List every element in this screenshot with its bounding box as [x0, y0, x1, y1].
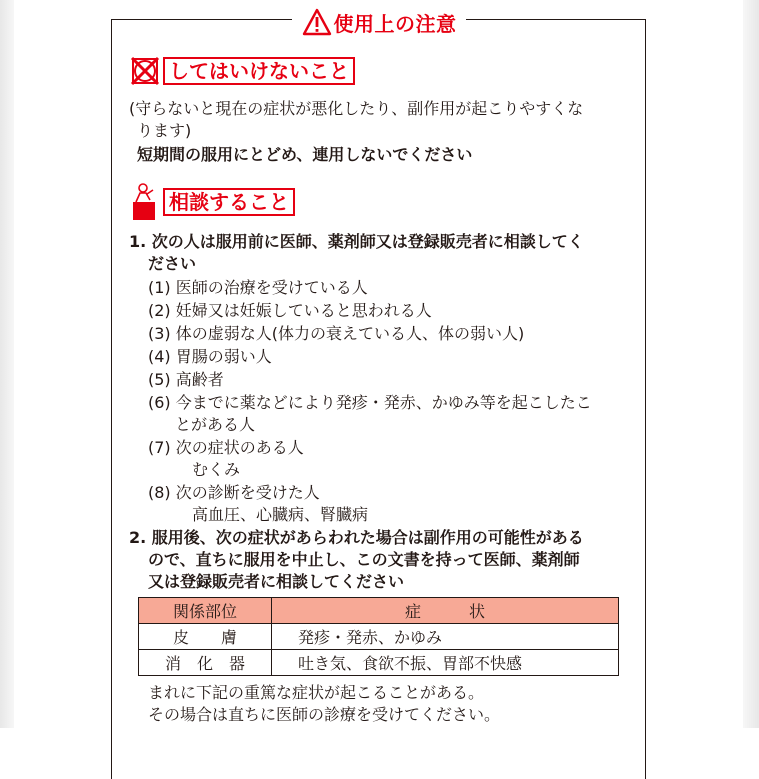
table-cell-symptom: 発疹・発赤、かゆみ	[272, 624, 619, 650]
dont-note-line2: ります)	[137, 121, 192, 140]
frame-top-right	[466, 19, 645, 20]
rare-note-line2: その場合は直ちに医師の診療を受けてください。	[148, 705, 501, 724]
consult-item1-line1: 1. 次の人は服用前に医師、薬剤師又は登録販売者に相談してく	[129, 232, 584, 251]
table-header-symptom: 症 状	[272, 598, 619, 624]
frame-top-left	[111, 19, 292, 20]
table-cell-part: 皮 膚	[139, 624, 272, 650]
consult-item2-line2: ので、直ちに服用を中止し、この文書を持って医師、薬剤師	[148, 550, 580, 569]
table-row	[139, 624, 619, 650]
list-item: (4) 胃腸の弱い人	[148, 347, 272, 366]
warning-icon	[302, 8, 332, 36]
page-title: 使用上の注意	[333, 11, 457, 36]
table-row	[139, 650, 619, 676]
list-item: (6) 今までに薬などにより発疹・発赤、かゆみ等を起こしたこ	[148, 393, 592, 412]
consult-doctor-icon	[129, 182, 161, 222]
consult-item2-line1: 2. 服用後、次の症状があらわれた場合は副作用の可能性がある	[129, 528, 584, 547]
list-item-detail: 高血圧、心臓病、腎臓病	[192, 505, 369, 524]
dont-note-line1: (守らないと現在の症状が悪化したり、副作用が起こりやすくな	[129, 99, 584, 118]
consult-section-heading	[129, 182, 295, 222]
table-header-row	[139, 598, 619, 624]
list-item-continuation: とがある人	[175, 415, 256, 434]
list-item-detail: むくみ	[192, 460, 241, 479]
prohibited-icon	[129, 56, 161, 86]
rare-note-line1: まれに下記の重篤な症状が起こることがある。	[148, 683, 485, 702]
page-shadow-right	[743, 0, 759, 728]
list-item: (1) 医師の治療を受けている人	[148, 278, 368, 297]
dont-label: してはいけないこと	[163, 57, 355, 85]
table-cell-symptom: 吐き気、食欲不振、胃部不快感	[272, 650, 619, 676]
consult-label: 相談すること	[163, 188, 295, 216]
page-shadow-left	[0, 0, 14, 728]
notice-header	[292, 5, 466, 39]
list-item: (5) 高齢者	[148, 370, 224, 389]
consult-item2-line3: 又は登録販売者に相談してください	[148, 572, 405, 591]
symptom-table	[138, 597, 619, 676]
consult-item1-line2: ださい	[148, 254, 197, 273]
list-item: (7) 次の症状のある人	[148, 438, 304, 457]
table-cell-part: 消 化 器	[139, 650, 272, 676]
list-item: (8) 次の診断を受けた人	[148, 483, 320, 502]
list-item: (2) 妊婦又は妊娠していると思われる人	[148, 301, 432, 320]
dont-section-heading	[129, 56, 355, 86]
table-header-part: 関係部位	[139, 598, 272, 624]
dont-instruction: 短期間の服用にとどめ、連用しないでください	[137, 145, 473, 164]
list-item: (3) 体の虚弱な人(体力の衰えている人、体の弱い人)	[148, 324, 525, 343]
